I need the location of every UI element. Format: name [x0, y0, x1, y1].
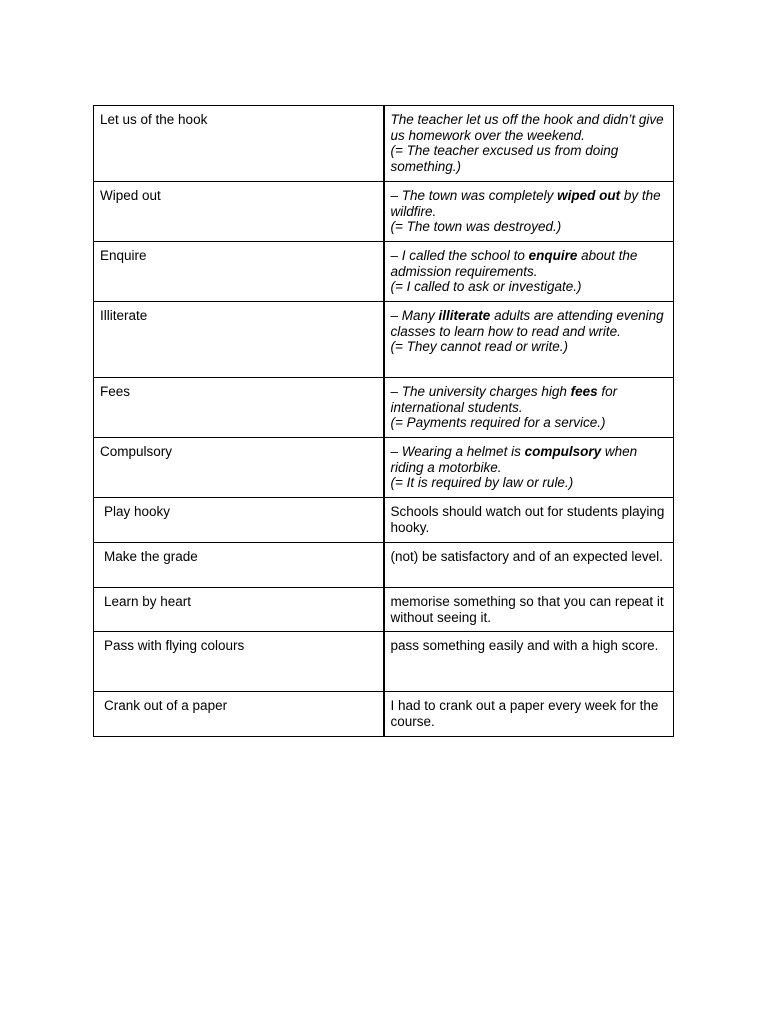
definition-cell: [384, 543, 674, 588]
definition-line: [391, 549, 668, 565]
table-row: [94, 588, 674, 632]
term-cell: Crank out of a paper: [94, 692, 384, 737]
table-row: [94, 543, 674, 588]
definition-text: – The university charges high: [390, 384, 571, 399]
definition-text: when riding a motorbike.: [390, 444, 638, 475]
term-cell: Fees: [94, 378, 384, 438]
definition-text: – Wearing a helmet is: [390, 444, 525, 459]
definition-text: The teacher let us off the hook and didn’t give us homework over the weekend.: [390, 112, 664, 143]
definition-cell: [384, 632, 674, 692]
keyword-bold: enquire: [528, 248, 578, 263]
table-row: [94, 498, 674, 543]
definition-line: [391, 248, 668, 279]
definition-cell: [384, 106, 674, 182]
definition-text: – Many: [390, 308, 439, 323]
definition-line: [391, 188, 668, 219]
definition-line: [391, 415, 668, 431]
definition-text: for international students.: [390, 384, 618, 415]
term-cell: Wiped out: [94, 182, 384, 242]
definition-text: (= The teacher excused us from doing something.): [390, 143, 619, 174]
keyword-bold: fees: [570, 384, 598, 399]
definition-line: [391, 384, 668, 415]
table-row: [94, 302, 674, 378]
definition-line: [391, 698, 668, 729]
definition-line: [391, 638, 668, 654]
definition-cell: [384, 692, 674, 737]
definition-text: by the wildfire.: [390, 188, 661, 219]
definition-cell: [384, 498, 674, 543]
term-cell: Make the grade: [94, 543, 384, 588]
definition-text: (= The town was destroyed.): [390, 219, 562, 234]
definition-cell: [384, 438, 674, 498]
term-cell: Let us of the hook: [94, 106, 384, 182]
term-cell: Learn by heart: [94, 588, 384, 632]
table-row: [94, 438, 674, 498]
definition-line: [391, 308, 668, 339]
definition-cell: [384, 242, 674, 302]
definition-line: [391, 444, 668, 475]
table-row: [94, 378, 674, 438]
vocabulary-table-body: [94, 106, 674, 737]
definition-text: (= I called to ask or investigate.): [390, 279, 582, 294]
definition-text: (= Payments required for a service.): [390, 415, 606, 430]
definition-text: – The town was completely: [390, 188, 558, 203]
definition-text: – I called the school to: [390, 248, 529, 263]
term-cell: Enquire: [94, 242, 384, 302]
definition-text: (= It is required by law or rule.): [390, 475, 574, 490]
table-row: [94, 242, 674, 302]
definition-line: [391, 339, 668, 355]
definition-line: [391, 504, 668, 535]
table-row: [94, 632, 674, 692]
term-cell: Pass with flying colours: [94, 632, 384, 692]
term-cell: Illiterate: [94, 302, 384, 378]
definition-cell: [384, 182, 674, 242]
definition-cell: [384, 302, 674, 378]
definition-text: adults are attending evening classes to learn how to read and write.: [390, 308, 664, 339]
keyword-bold: illiterate: [438, 308, 491, 323]
table-row: [94, 106, 674, 182]
definition-line: [391, 112, 668, 143]
definition-text: (= They cannot read or write.): [390, 339, 568, 354]
definition-line: [391, 219, 668, 235]
definition-line: [391, 475, 668, 491]
definition-text: about the admission requirements.: [390, 248, 638, 279]
definition-cell: [384, 378, 674, 438]
definition-text: pass something easily and with a high score.: [390, 638, 659, 653]
definition-text: (not) be satisfactory and of an expected level.: [390, 549, 663, 564]
definition-cell: [384, 588, 674, 632]
term-cell: Compulsory: [94, 438, 384, 498]
definition-line: [391, 279, 668, 295]
vocabulary-table: [93, 105, 674, 737]
table-row: [94, 182, 674, 242]
term-cell: Play hooky: [94, 498, 384, 543]
keyword-bold: compulsory: [524, 444, 602, 459]
definition-text: I had to crank out a paper every week for the course.: [390, 698, 659, 729]
table-row: [94, 692, 674, 737]
definition-line: [391, 143, 668, 174]
keyword-bold: wiped out: [557, 188, 621, 203]
definition-text: Schools should watch out for students playing hooky.: [390, 504, 665, 535]
definition-text: memorise something so that you can repeat it without seeing it.: [390, 594, 664, 625]
definition-line: [391, 594, 668, 625]
